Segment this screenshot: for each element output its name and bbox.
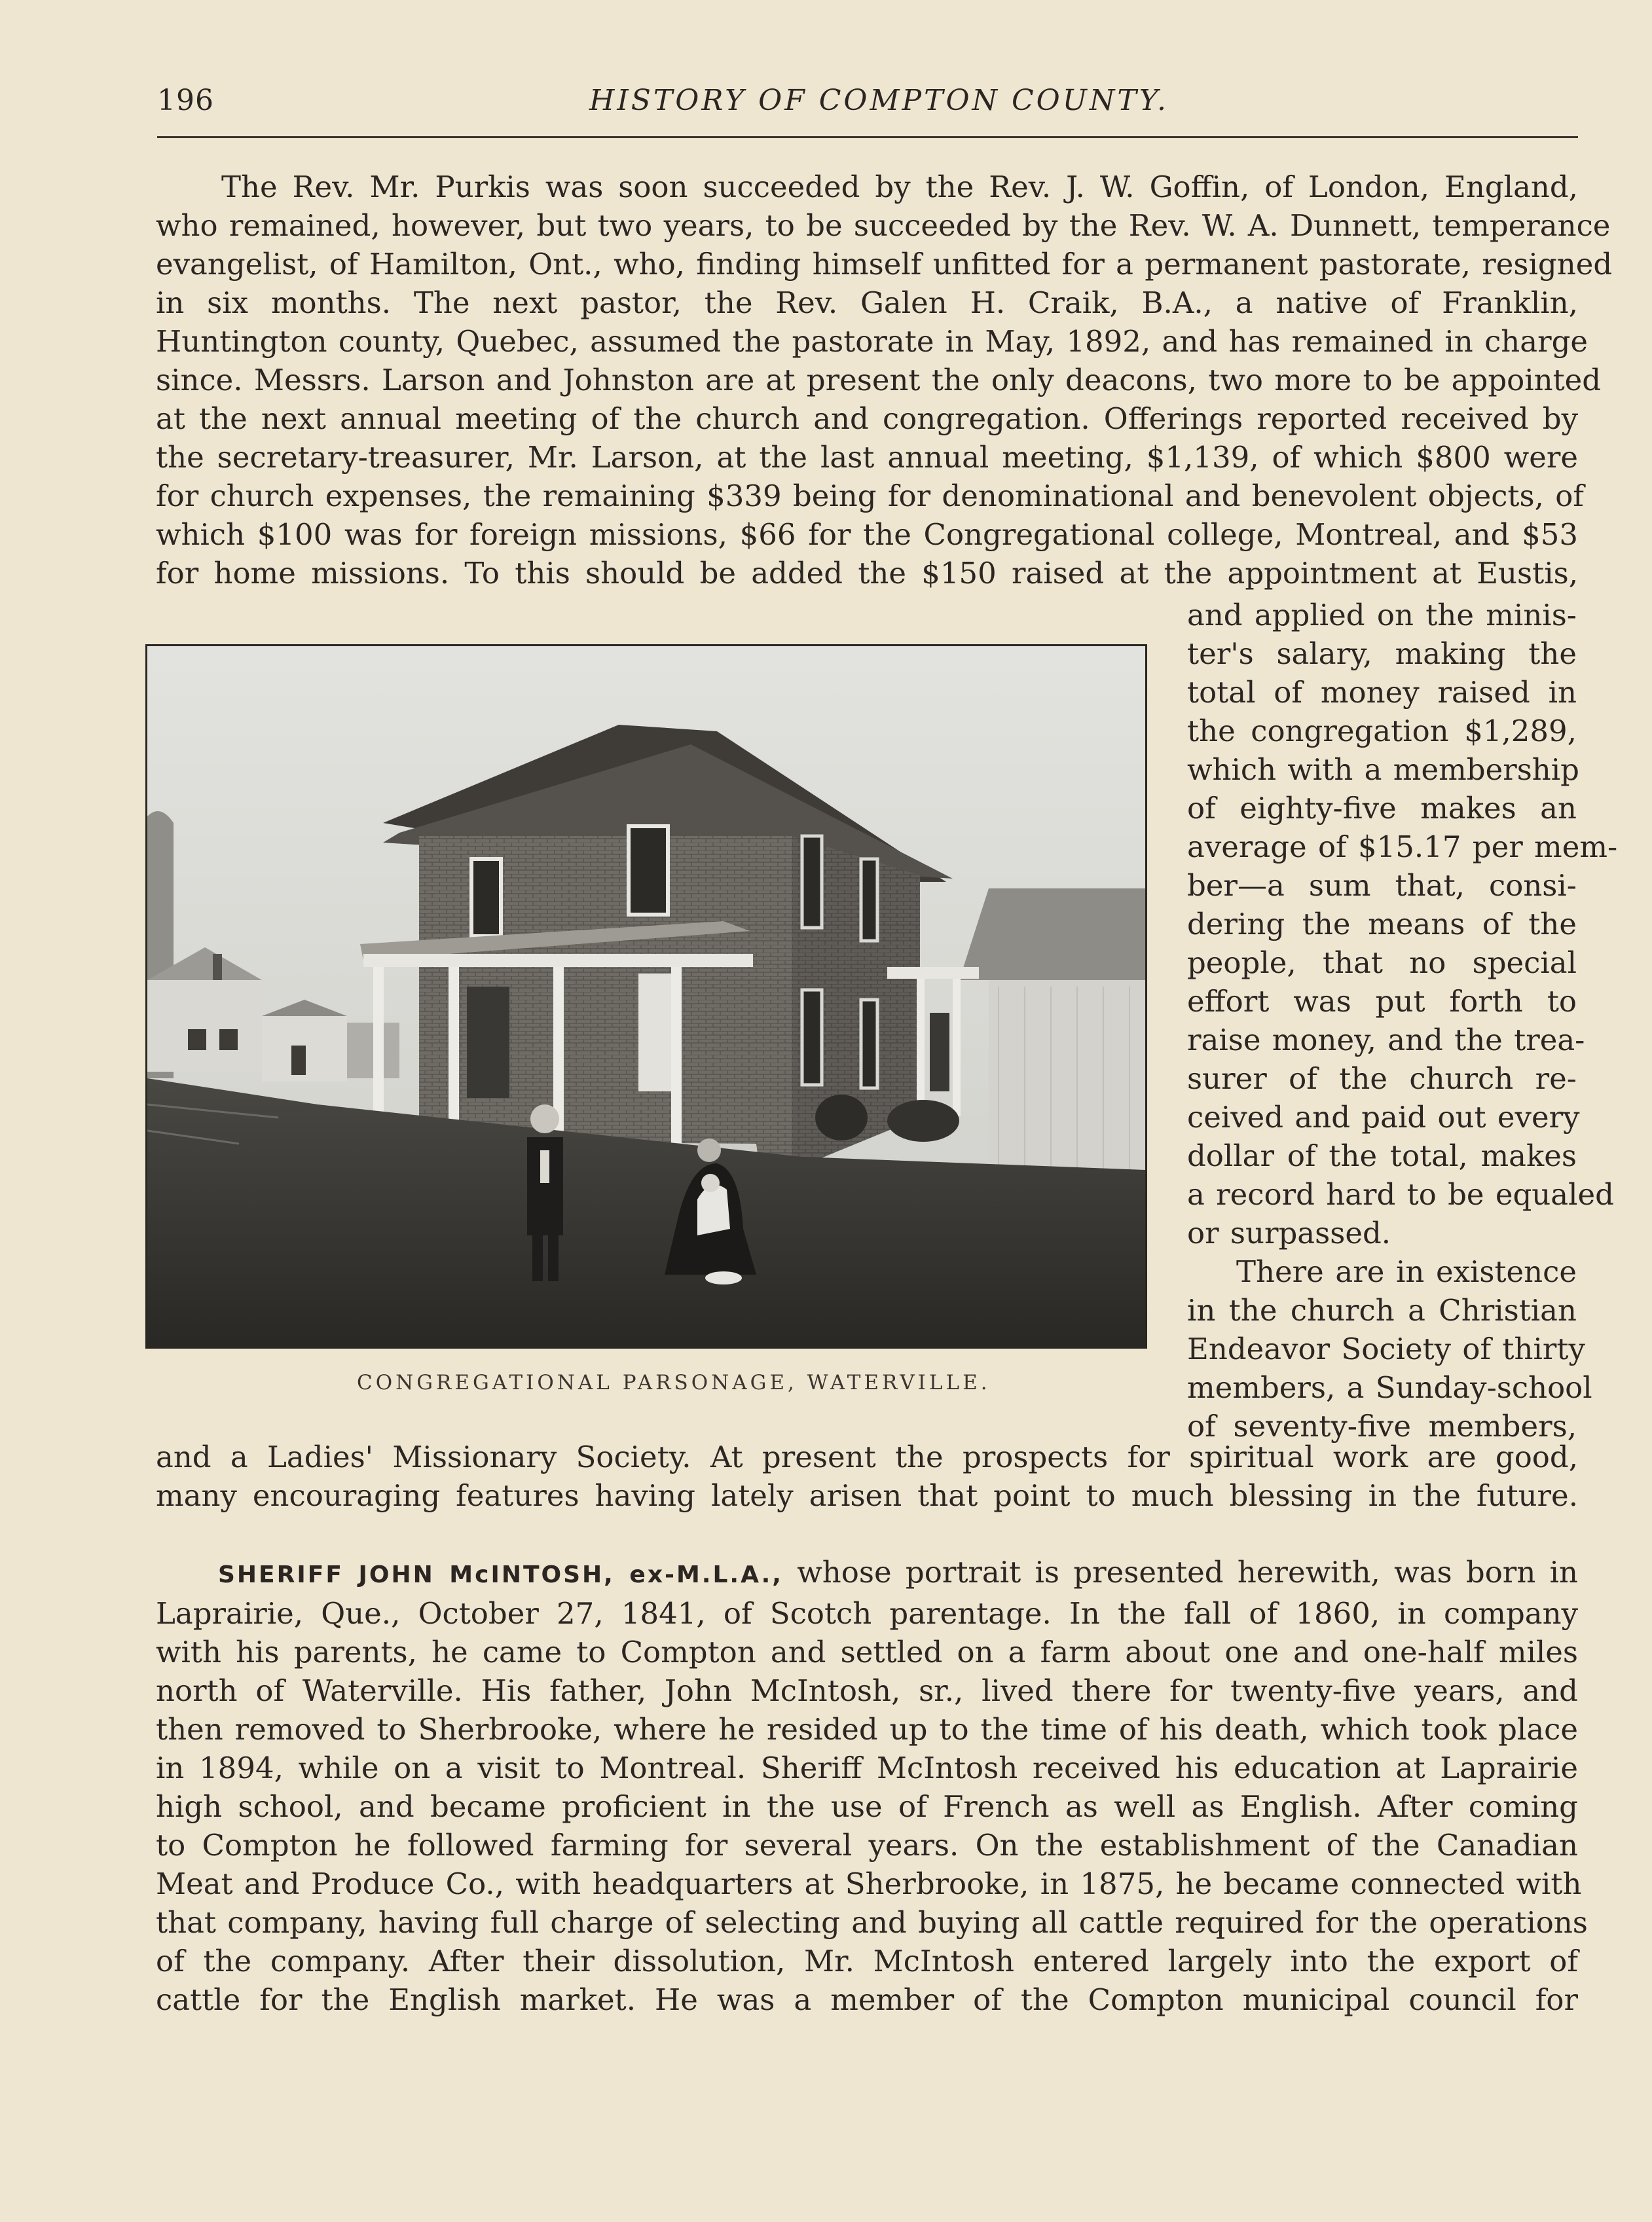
text-line: surer of the church re- [1187,1061,1577,1096]
text-line: for home missions. To this should be added the $150 raised at the appointment at Eustis, [156,556,1578,591]
text-line: with his parents, he came to Compton and settled on a farm about one and one-half miles [156,1635,1578,1669]
running-title: HISTORY OF COMPTON COUNTY. [589,84,1169,117]
text-line: Meat and Produce Co., with headquarters at Sherbrooke, in 1875, he became connected with [156,1867,1582,1901]
text-line: The Rev. Mr. Purkis was soon succeeded by the Rev. J. W. Goffin, of London, England, [221,170,1578,204]
text-line: effort was put forth to [1187,984,1577,1019]
text-line: dollar of the total, makes [1187,1138,1577,1173]
text-line: members, a Sunday-school [1187,1370,1592,1405]
text-line: evangelist, of Hamilton, Ont., who, finding himself unfitted for a permanent pastorate, resigned [156,247,1613,282]
text-line: north of Waterville. His father, John McIntosh, sr., lived there for twenty-five years, and [156,1673,1578,1708]
page-number: 196 [157,84,214,117]
text-line: and a Ladies' Missionary Society. At present the prospects for spiritual work are good, [156,1440,1578,1474]
text-line: the congregation $1,289, [1187,714,1577,748]
text-line: There are in existence [1236,1254,1577,1289]
text-line: in 1894, while on a visit to Montreal. Sheriff McIntosh received his education at Laprairie [156,1751,1578,1785]
photo-caption: CONGREGATIONAL PARSONAGE, WATERVILLE. [357,1371,991,1394]
text-line: the secretary-treasurer, Mr. Larson, at the last annual meeting, $1,139, of which $800 were [156,440,1578,475]
text-line: at the next annual meeting of the church and congregation. Offerings reported received by [156,401,1578,436]
text-line: dering the means of the [1187,907,1577,941]
text-line: which with a membership [1187,752,1579,787]
text-line: or surpassed. [1187,1216,1391,1250]
text-line: which $100 was for foreign missions, $66 for the Congregational college, Montreal, and $53 [156,517,1578,552]
paragraph-continuation [156,1438,1578,1515]
text-line: raise money, and the trea- [1187,1023,1585,1057]
text-line: ter's salary, making the [1187,636,1577,671]
text-line: in the church a Christian [1187,1293,1577,1328]
text-line: that company, having full charge of selecting and buying all cattle required for the operations [156,1905,1588,1940]
text-fragment: whose portrait is presented herewith, was born in [782,1555,1578,1590]
text-line: for church expenses, the remaining $339 being for denominational and benevolent objects, of [156,479,1584,513]
text-line: many encouraging features having lately arisen that point to much blessing in the future. [156,1478,1578,1513]
text-line: since. Messrs. Larson and Johnston are at present the only deacons, two more to be appointed [156,363,1602,397]
text-line: who remained, however, but two years, to be succeeded by the Rev. W. A. Dunnett, temperance [156,208,1611,243]
text-line: and applied on the minis- [1187,598,1577,632]
text-line: ber—a sum that, consi- [1187,868,1577,903]
text-line: of seventy-five members, [1187,1409,1577,1444]
text-line: average of $15.17 per mem- [1187,829,1618,864]
paragraph-sheriff-mcintosh [156,1553,1588,2019]
text-line: then removed to Sherbrooke, where he resided up to the time of his death, which took place [156,1712,1578,1747]
text-line: people, that no special [1187,945,1577,980]
text-line: high school, and became proficient in the use of French as well as English. After coming [156,1789,1578,1824]
subject-name: SHERIFF JOHN McINTOSH, ex-M.L.A., [218,1561,783,1588]
text-line: in six months. The next pastor, the Rev. Galen H. Craik, B.A., a native of Franklin, [156,285,1578,320]
text-line [156,1553,1578,1594]
text-line: to Compton he followed farming for several years. On the establishment of the Canadian [156,1828,1578,1863]
parsonage-photograph [145,644,1147,1349]
paragraph-column-continuation [1187,596,1618,1446]
text-line: cattle for the English market. He was a member of the Compton municipal council for [156,1982,1578,2017]
header-rule [157,136,1578,138]
text-line: Endeavor Society of thirty [1187,1332,1585,1366]
paragraph-congregational-church [156,168,1613,592]
text-line: total of money raised in [1187,675,1577,710]
text-line: of eighty-five makes an [1187,791,1577,826]
parsonage-illustration [147,646,1145,1347]
text-line: Huntington county, Quebec, assumed the pastorate in May, 1892, and has remained in charge [156,324,1588,359]
text-line: of the company. After their dissolution, Mr. McIntosh entered largely into the export of [156,1944,1578,1978]
text-line: ceived and paid out every [1187,1100,1580,1135]
text-line: Laprairie, Que., October 27, 1841, of Scotch parentage. In the fall of 1860, in company [156,1596,1578,1631]
text-line: a record hard to be equaled [1187,1177,1614,1212]
